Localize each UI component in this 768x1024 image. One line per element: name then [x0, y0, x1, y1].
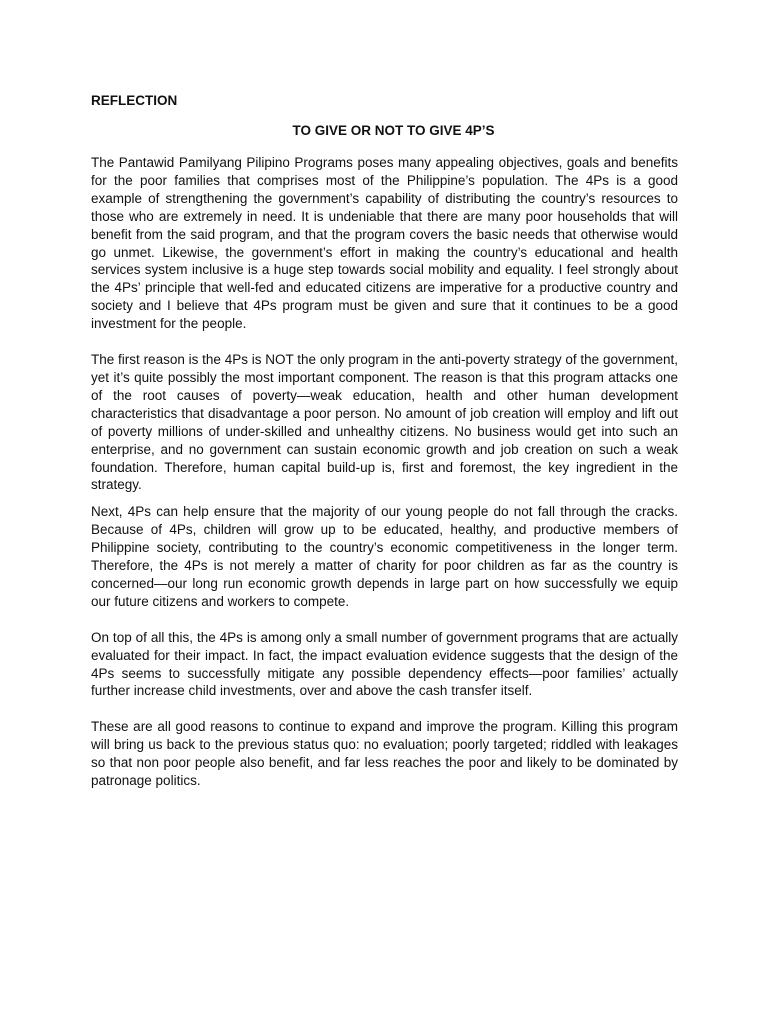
section-heading: REFLECTION [91, 93, 178, 108]
paragraph-first-reason: The first reason is the 4Ps is NOT the only program in the anti-poverty strategy of the government, yet it’s quite possibly the most important component. The reason is that this program attacks one of the root causes of poverty—weak education, health and other human development characteristics that disadvantage a poor person. No amount of job creation will employ and lift out of poverty millions of under-skilled and unhealthy citizens. No business would get into such an enterprise, and no government can sustain economic growth and job creation on such a weak foundation. Therefore, human capital build-up is, first and foremost, the key ingredient in the strategy. [91, 352, 678, 493]
paragraph-conclusion: These are all good reasons to continue to expand and improve the program. Killing this program will bring us back to the previous status quo: no evaluation; poorly targeted; riddled with leakages so that non poor people also benefit, and far less reaches the poor and likely to be dominated by patronage politics. [91, 719, 678, 789]
document-body [91, 92, 678, 808]
document-title: TO GIVE OR NOT TO GIVE 4P’S [292, 123, 495, 138]
paragraph-next-reason: Next, 4Ps can help ensure that the majority of our young people do not fall through the cracks. Because of 4Ps, children will grow up to be educated, healthy, and productive members of Philippine society, contributing to the country’s economic competitiveness in the longer term. Therefore, the 4Ps is not merely a matter of charity for poor children as far as the country is concerned—our long run economic growth depends in large part on how successfully we equip our future citizens and workers to compete. [91, 504, 678, 609]
paragraph-impact-evaluation: On top of all this, the 4Ps is among only a small number of government programs that are actually evaluated for their impact. In fact, the impact evaluation evidence suggests that the design of the 4Ps seems to successfully mitigate any possible dependency effects—poor families’ actually further increase child investments, over and above the cash transfer itself. [91, 629, 678, 699]
paragraph-introduction: The Pantawid Pamilyang Pilipino Programs poses many appealing objectives, goals and benefits for the poor families that comprises most of the Philippine’s population. The 4Ps is a good example of strengthening the government’s capability of distributing the country’s resources to those who are extremely in need. It is undeniable that there are many poor households that will benefit from the said program, and that the program covers the basic needs that otherwise would go unmet. Likewise, the government’s effort in making the country’s educational and health services system inclusive is a huge step towards social mobility and equality. I feel strongly about the 4Ps’ principle that well-fed and educated citizens are imperative for a productive country and society and I believe that 4Ps program must be given and sure that it continues to be a good investment for the people. [91, 155, 678, 332]
